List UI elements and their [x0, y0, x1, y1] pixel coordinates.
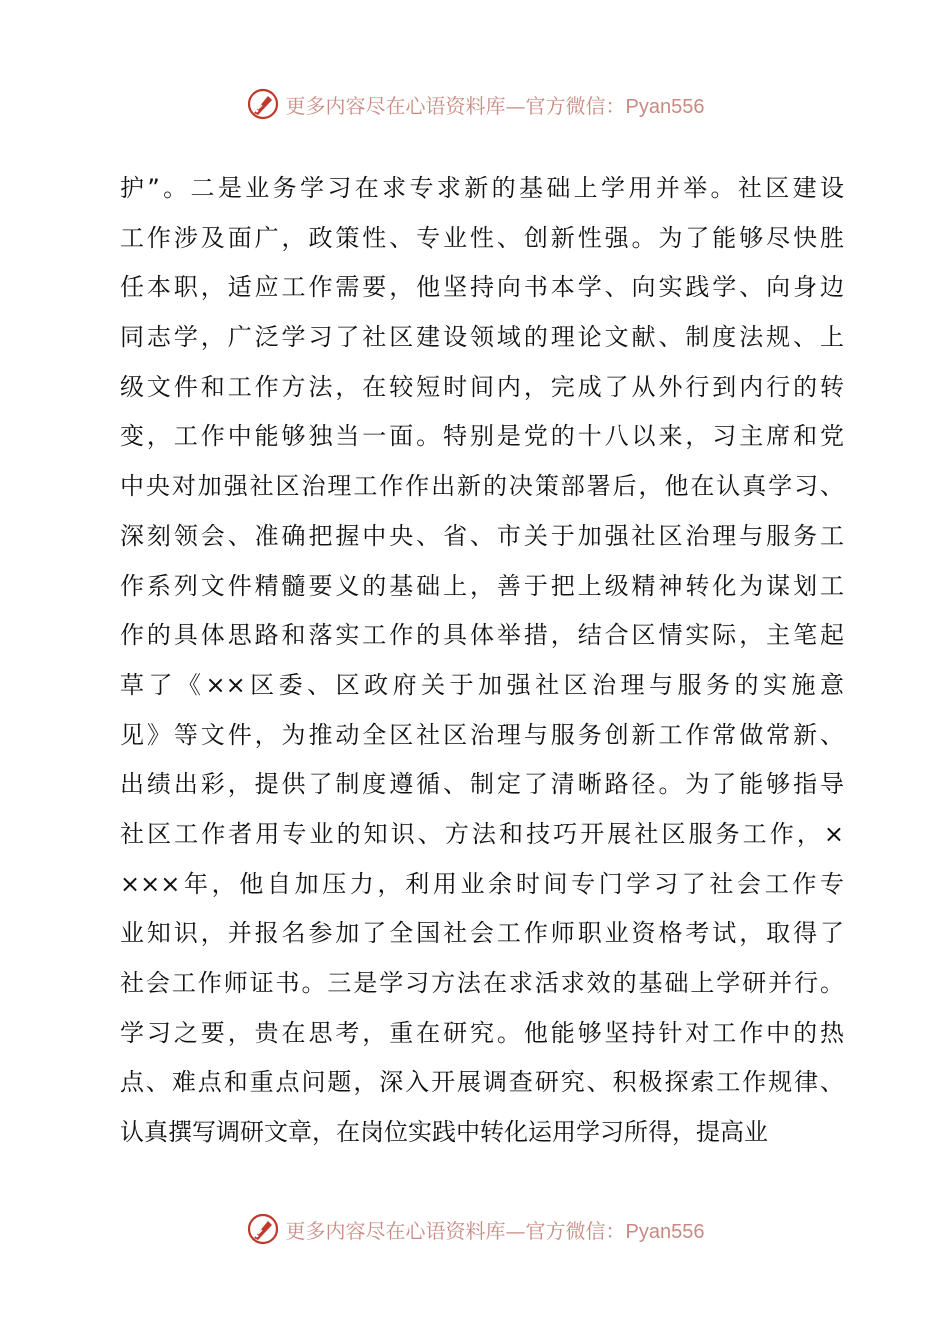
pen-nib-logo-icon — [246, 87, 280, 121]
body-text-line: 认真撰写调研文章，在岗位实践中转化运用学习所得，提高业 — [120, 1118, 768, 1147]
body-text-line: 变，工作中能够独当一面。特别是党的十八以来，习主席和党 — [120, 422, 844, 451]
body-text-line: 社区工作者用专业的知识、方法和技巧开展社区服务工作，× — [120, 819, 844, 848]
footer-banner-text — [286, 1215, 705, 1244]
header-wechat-id: Pyan556 — [625, 95, 705, 118]
footer-banner-label: 更多内容尽在心语资料库—官方微信： — [285, 1218, 626, 1243]
body-text-line: 学习之要，贵在思考，重在研究。他能够坚持针对工作中的热 — [120, 1018, 844, 1047]
footer-wechat-id: Pyan556 — [625, 1220, 705, 1243]
body-text-line: 护”。二是业务学习在求专求新的基础上学用并举。社区建设 — [120, 174, 844, 202]
body-text-line: 见》等文件，为推动全区社区治理与服务创新工作常做常新、 — [120, 720, 844, 749]
pen-nib-logo-icon — [246, 1212, 280, 1246]
body-text-line: 级文件和工作方法，在较短时间内，完成了从外行到内行的转 — [120, 372, 844, 401]
body-text-line: 作系列文件精髓要义的基础上，善于把上级精神转化为谋划工 — [120, 571, 844, 600]
body-text-line: 点、难点和重点问题，深入开展调查研究、积极探索工作规律、 — [120, 1068, 844, 1097]
body-text-line: ×××年，他自加压力，利用业余时间专门学习了社会工作专 — [120, 869, 844, 898]
body-text-line: 作的具体思路和落实工作的具体举措，结合区情实际，主笔起 — [120, 621, 844, 650]
body-text-line: 社会工作师证书。三是学习方法在求活求效的基础上学研并行。 — [120, 969, 844, 997]
body-text-line: 深刻领会、准确把握中央、省、市关于加强社区治理与服务工 — [120, 521, 844, 550]
body-text-line: 中央对加强社区治理工作作出新的决策部署后，他在认真学习、 — [120, 472, 844, 501]
body-text-line: 任本职，适应工作需要，他坚持向书本学、向实践学、向身边 — [120, 273, 844, 302]
header-banner — [0, 80, 950, 128]
document-body — [120, 164, 844, 1158]
body-text-line: 同志学，广泛学习了社区建设领域的理论文献、制度法规、上 — [120, 323, 844, 352]
header-banner-text — [286, 90, 705, 119]
body-text-line: 草了《××区委、区政府关于加强社区治理与服务的实施意 — [120, 670, 844, 699]
footer-banner — [0, 1205, 950, 1253]
body-text-line: 工作涉及面广，政策性、专业性、创新性强。为了能够尽快胜 — [120, 223, 844, 252]
body-text-line: 业知识，并报名参加了全国社会工作师职业资格考试，取得了 — [120, 919, 844, 948]
body-text-line: 出绩出彩，提供了制度遵循、制定了清晰路径。为了能够指导 — [120, 770, 844, 799]
header-banner-label: 更多内容尽在心语资料库—官方微信： — [285, 93, 626, 118]
